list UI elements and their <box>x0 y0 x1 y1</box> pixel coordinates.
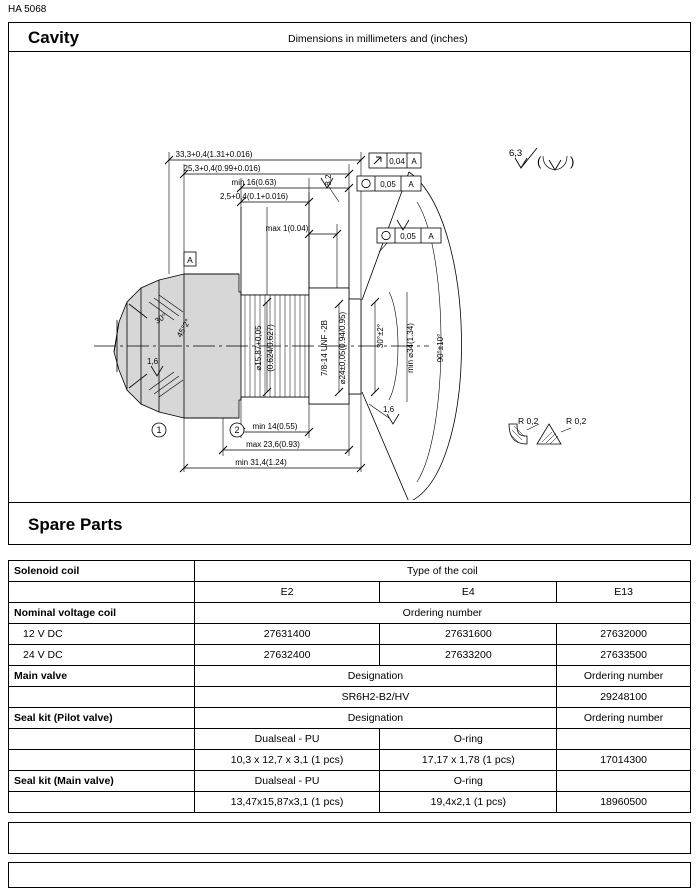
table-row <box>9 687 691 708</box>
cell: SR6H2-B2/HV <box>194 687 556 708</box>
cell: 17,17 x 1,78 (1 pcs) <box>380 750 557 771</box>
callout-2: 2 <box>234 425 240 435</box>
table-row <box>9 729 691 750</box>
cell: 27633500 <box>557 645 691 666</box>
row-label <box>9 687 195 708</box>
spare-parts-table <box>8 560 691 813</box>
dim-label: 30° <box>153 311 169 326</box>
document-code: HA 5068 <box>8 4 47 15</box>
dim-label: 3,2 <box>324 174 333 186</box>
cell: Ordering number <box>557 708 691 729</box>
cell: E4 <box>380 582 557 603</box>
surface-finish-paren: ) <box>570 154 575 169</box>
cell: 13,47x15,87x3,1 (1 pcs) <box>194 792 380 813</box>
dim-label: 33,3+0,4(1.31+0.016) <box>175 150 253 159</box>
table-row <box>9 792 691 813</box>
cavity-title: Cavity <box>28 28 80 47</box>
cell: Designation <box>194 666 556 687</box>
table-row <box>9 708 691 729</box>
cell: 27633200 <box>380 645 557 666</box>
dim-label: max 23,6(0.93) <box>246 440 300 449</box>
dim-label: max 1(0.04) <box>265 224 309 233</box>
cell: E13 <box>557 582 691 603</box>
radius-label: R 0,2 <box>518 416 539 426</box>
cell <box>557 771 691 792</box>
dim-label: ⌀15,87+0,05 <box>254 325 263 371</box>
cell: 27632000 <box>557 624 691 645</box>
dim-label: min 31,4(1.24) <box>235 458 287 467</box>
cell: 19,4x2,1 (1 pcs) <box>380 792 557 813</box>
row-label: 24 V DC <box>9 645 195 666</box>
gdt-tolerance-value: 0,05 <box>400 232 416 241</box>
cell: 29248100 <box>557 687 691 708</box>
bottom-box-2 <box>8 862 691 888</box>
table-row <box>9 750 691 771</box>
table-row <box>9 666 691 687</box>
dim-label: 7/8-14 UNF -2B <box>320 319 329 377</box>
row-span-text: Ordering number <box>194 603 690 624</box>
bottom-box-1 <box>8 822 691 854</box>
gdt-datum: A <box>408 180 414 189</box>
row-label: Nominal voltage coil <box>9 603 195 624</box>
cell: Dualseal - PU <box>194 771 380 792</box>
dim-label: 45°2° <box>174 317 193 339</box>
dim-label: 2,5+0,4(0.1+0.016) <box>219 192 289 201</box>
callout-1: 1 <box>156 425 162 435</box>
cell: 27632400 <box>194 645 380 666</box>
dim-label: 30°±2° <box>376 323 385 349</box>
dim-label: 1,6 <box>147 357 159 366</box>
row-span-text: Type of the coil <box>194 561 690 582</box>
surface-finish-value: 6,3 <box>509 148 523 159</box>
row-label: Seal kit (Pilot valve) <box>9 708 195 729</box>
dim-label: ⌀24±0,05(0.94/0.95) <box>338 311 347 385</box>
row-label <box>9 729 195 750</box>
row-label <box>9 792 195 813</box>
dim-label: 1,6 <box>383 405 395 414</box>
dim-label: min 14(0.55) <box>252 422 298 431</box>
cell: Dualseal - PU <box>194 729 380 750</box>
row-label: Seal kit (Main valve) <box>9 771 195 792</box>
row-label: Solenoid coil <box>9 561 195 582</box>
cell: E2 <box>194 582 380 603</box>
row-label: 12 V DC <box>9 624 195 645</box>
cell: 27631600 <box>380 624 557 645</box>
table-row <box>9 582 691 603</box>
datum-label-a: A <box>187 255 193 265</box>
cell: O-ring <box>380 729 557 750</box>
dim-label: min ⌀34(1.34) <box>406 323 415 373</box>
table-row <box>9 771 691 792</box>
spare-parts-title: Spare Parts <box>28 515 123 534</box>
cavity-drawing-area <box>8 52 691 502</box>
surface-finish-paren: ( <box>537 154 542 169</box>
gdt-tolerance-value: 0,04 <box>389 157 405 166</box>
row-label: Main valve <box>9 666 195 687</box>
dim-label: 90°±10° <box>436 333 445 363</box>
gdt-datum: A <box>411 157 417 166</box>
dim-label: 25,3+0,4(0.99+0.016) <box>183 164 261 173</box>
cell: 18960500 <box>557 792 691 813</box>
cavity-subtitle: Dimensions in millimeters and (inches) <box>288 33 468 45</box>
row-label <box>9 582 195 603</box>
table-row <box>9 603 691 624</box>
cell: Designation <box>194 708 556 729</box>
dim-label: min 16(0.63) <box>231 178 277 187</box>
cell: O-ring <box>380 771 557 792</box>
cavity-drawing <box>9 52 690 500</box>
radius-label: R 0,2 <box>566 416 587 426</box>
dim-label: (0.624/0.627) <box>266 324 275 372</box>
gdt-datum: A <box>428 232 434 241</box>
table-row <box>9 561 691 582</box>
row-label <box>9 750 195 771</box>
gdt-tolerance-value: 0,05 <box>380 180 396 189</box>
table-row <box>9 624 691 645</box>
cell: Ordering number <box>557 666 691 687</box>
cell: 10,3 x 12,7 x 3,1 (1 pcs) <box>194 750 380 771</box>
cell: 17014300 <box>557 750 691 771</box>
table-row <box>9 645 691 666</box>
cell <box>557 729 691 750</box>
cell: 27631400 <box>194 624 380 645</box>
